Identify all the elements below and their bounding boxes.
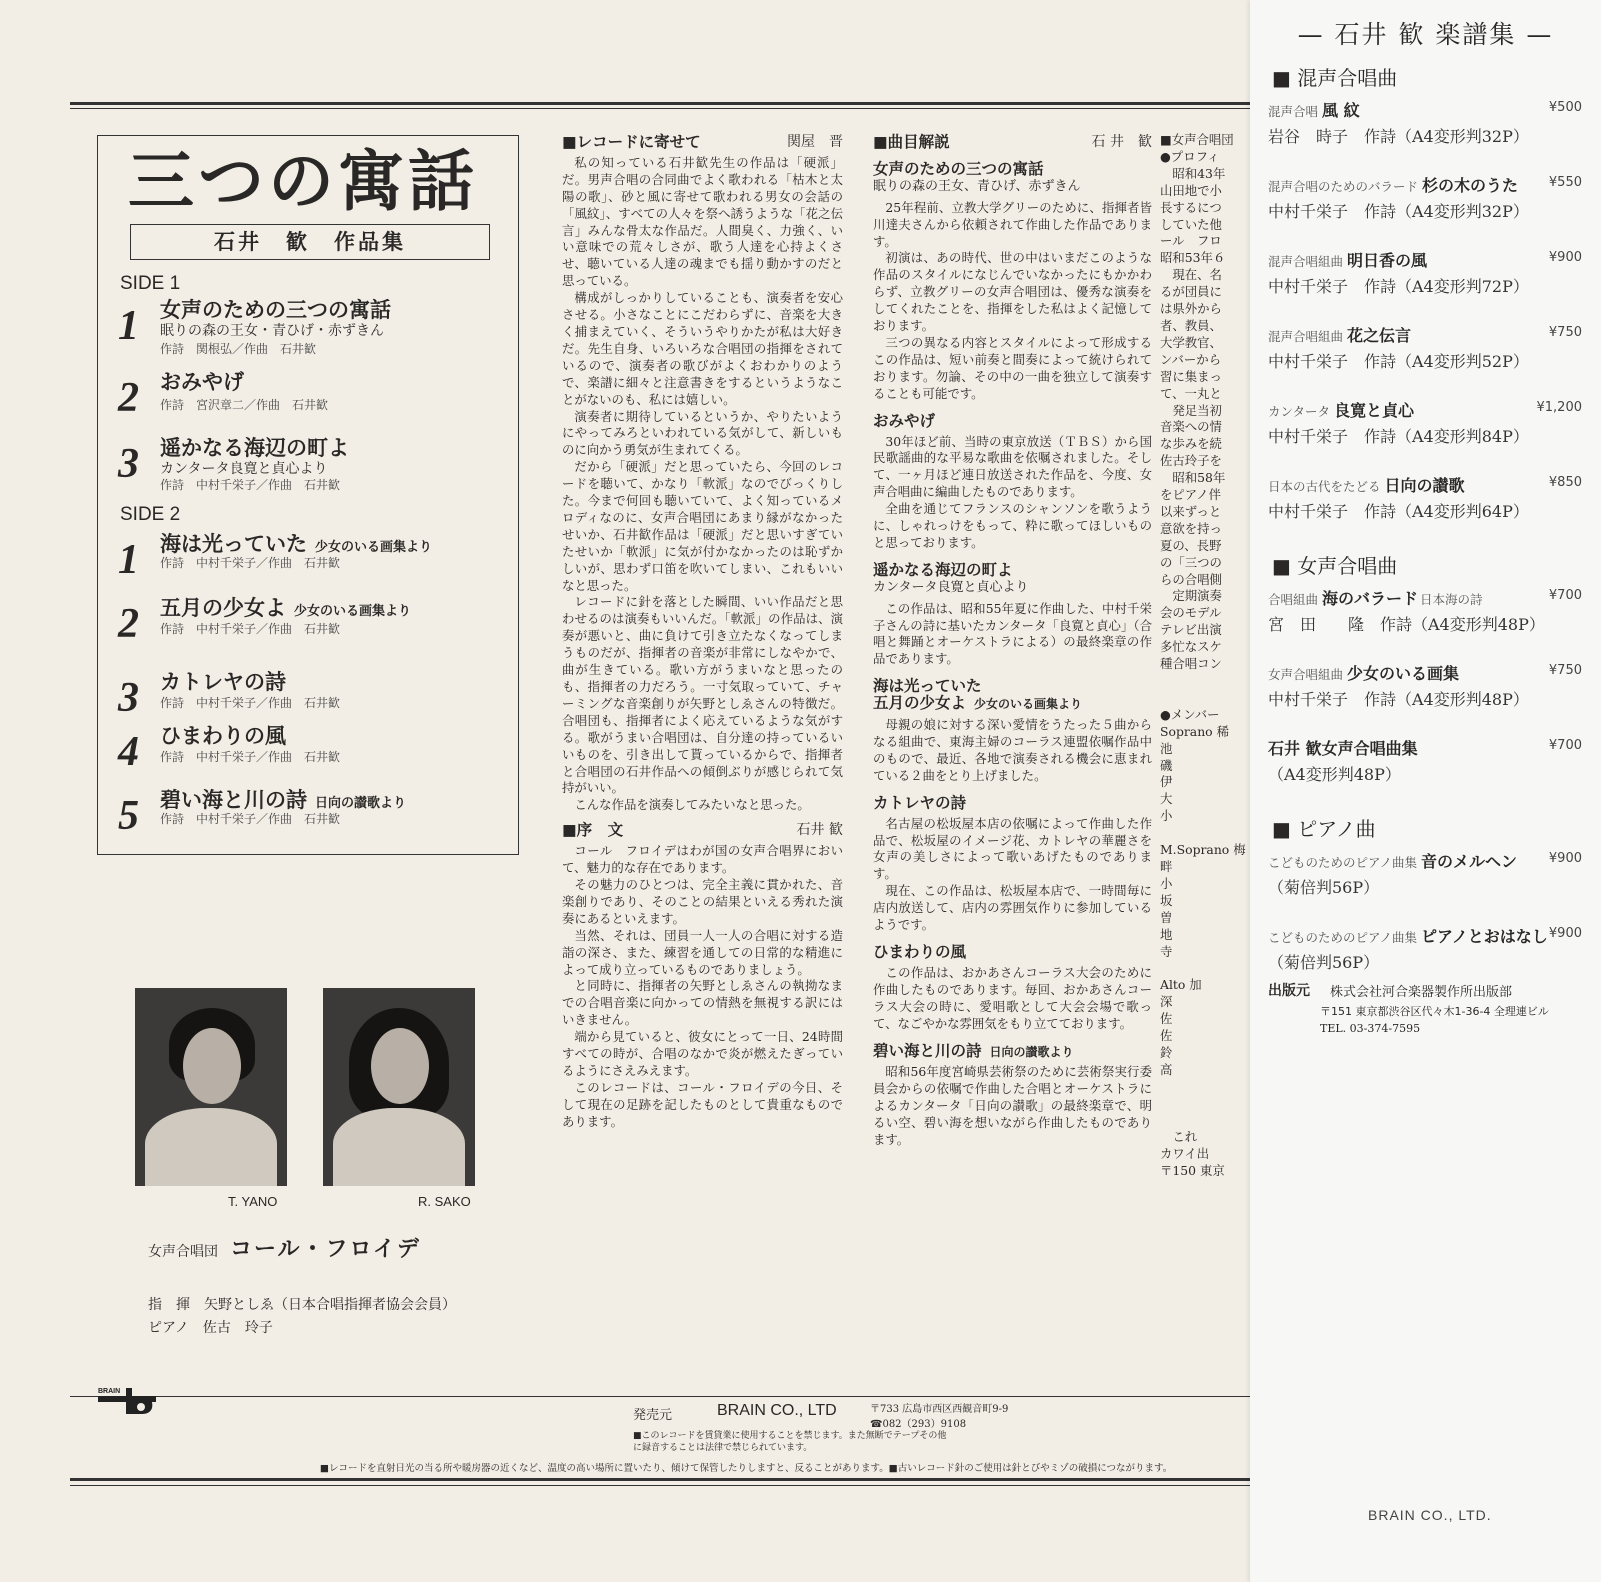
track-number: 2 xyxy=(118,375,139,421)
profile-line: 種合唱コン xyxy=(1160,656,1222,672)
preface-title: ■序 文 xyxy=(562,821,624,840)
photo-caption-sako: R. SAKO xyxy=(418,1194,471,1209)
section-title-text: 碧い海と川の詩 xyxy=(873,1041,982,1060)
catalog-genre: 混声合唱組曲 xyxy=(1268,329,1344,344)
commentary-author: 石 井 歓 xyxy=(1091,134,1152,150)
profile-line: 佐 xyxy=(1160,1028,1173,1044)
top-rule-thin xyxy=(70,108,1250,109)
title-box xyxy=(97,135,519,855)
profile-line: 習に集まっ xyxy=(1160,368,1222,384)
conductor-credit: 指 揮 矢野としゑ（日本合唱指揮者協会会員） xyxy=(148,1297,456,1313)
preface-heading xyxy=(562,822,843,839)
catalog-title-name: 海のバラード xyxy=(1322,589,1419,608)
photo-conductor xyxy=(135,988,287,1186)
catalog-genre: 混声合唱 xyxy=(1268,104,1319,119)
profile-line xyxy=(1160,690,1250,707)
catalog-category: ■ 女声合唱曲 xyxy=(1272,554,1398,578)
profile-line: 発足当初 xyxy=(1160,402,1222,418)
catalog-genre: こどものためのピアノ曲集 xyxy=(1268,855,1418,870)
catalog-credit: 中村千栄子 作詩（A4変形判52P） xyxy=(1268,352,1529,371)
section-paragraph: 30年ほど前、当時の東京放送（ＴＢＳ）から国民歌謡曲的な平易な歌曲を依嘱されました。そして、一ヶ月ほど連日放送された作品を、今度、女声合唱曲に編曲したものであります。 xyxy=(873,433,1152,500)
essay-paragraph: 演奏者に期待しているというか、やりたいようにやってみろといわれている気がして、新しいものに向かう勇気が生まれてくる。 xyxy=(562,408,843,458)
side1-label: SIDE 1 xyxy=(120,273,181,294)
profile-line: 佐古玲子を xyxy=(1160,453,1222,469)
profile-line: 坂 xyxy=(1160,892,1173,908)
side2-label: SIDE 2 xyxy=(120,504,181,525)
profile-line: Alto 加 xyxy=(1160,977,1202,993)
profile-line: 高 xyxy=(1160,1061,1173,1077)
catalog-price: ¥750 xyxy=(1548,663,1582,678)
essay-author: 関屋 晋 xyxy=(787,134,843,150)
track-title-text: 五月の少女よ xyxy=(160,596,286,620)
section-title-text: カトレヤの詩 xyxy=(873,793,967,812)
catalog-price: ¥850 xyxy=(1548,475,1582,490)
profile-line: 夏の、長野 xyxy=(1160,537,1222,553)
catalog-credit: 中村千栄子 作詩（A4変形判64P） xyxy=(1268,502,1529,521)
seller-name: BRAIN CO., LTD xyxy=(717,1402,837,1419)
choir-name xyxy=(148,1232,421,1263)
track-credit: 作詩 中村千栄子／作曲 石井歓 xyxy=(160,622,341,636)
catalog-genre: こどものためのピアノ曲集 xyxy=(1268,930,1418,945)
catalog-item xyxy=(1268,173,1590,196)
track-number: 3 xyxy=(118,675,139,721)
catalog-credit: 宮 田 隆 作詩（A4変形判48P） xyxy=(1268,615,1545,634)
section-subtitle: カンタータ良寛と貞心より xyxy=(873,579,1029,595)
profile-line xyxy=(1160,960,1250,977)
top-rule xyxy=(70,102,1250,105)
profile-line: の「三つの xyxy=(1160,554,1222,570)
logo-text: BRAIN xyxy=(98,1388,121,1395)
profile-line: 現在、名 xyxy=(1160,267,1222,283)
profile-line: 小 xyxy=(1160,875,1173,891)
track-title-text: 碧い海と川の詩 xyxy=(160,788,307,812)
profile-line: 深 xyxy=(1160,994,1173,1010)
catalog-title-sub: 日本海の詩 xyxy=(1420,592,1483,607)
profile-line: していた他 xyxy=(1160,216,1222,232)
catalog-credit: 岩谷 時子 作詩（A4変形判32P） xyxy=(1268,127,1529,146)
commentary-section xyxy=(873,161,1152,403)
profile-line: な歩みを続 xyxy=(1160,436,1222,452)
catalog-price: ¥500 xyxy=(1548,100,1582,115)
catalog-credit: 中村千栄子 作詩（A4変形判84P） xyxy=(1268,427,1529,446)
liner-notes-column-1 xyxy=(562,134,843,1131)
catalog-item xyxy=(1268,473,1590,496)
catalog-price: ¥700 xyxy=(1548,588,1582,603)
track-number: 3 xyxy=(118,441,139,487)
publisher-name: 株式会社河合楽器製作所出版部 xyxy=(1330,985,1513,1000)
profile-line: 昭和53年６ xyxy=(1160,250,1226,266)
preface-paragraph: 端から見ていると、彼女にとって一日、24時間すべての時が、合唱のなかで炎が燃えたぎっているようにさえみえます。 xyxy=(562,1029,843,1078)
preface-paragraph: コール フロイデはわが国の女声合唱界において、魅力的な存在であります。 xyxy=(562,843,843,876)
catalog-price: ¥900 xyxy=(1548,926,1582,941)
catalog-credit: （菊倍判56P） xyxy=(1268,878,1380,897)
catalog-title-name: 日向の讃歌 xyxy=(1384,476,1465,495)
profile-line: 者、教員、 xyxy=(1160,317,1222,333)
profile-line: るが団員に xyxy=(1160,284,1222,300)
catalog-title-name: 少女のいる画集 xyxy=(1347,664,1460,683)
pianist-credit: ピアノ 佐古 玲子 xyxy=(148,1320,273,1336)
catalog-item xyxy=(1268,736,1590,759)
catalog-item xyxy=(1268,98,1590,121)
track-title xyxy=(160,592,411,622)
track-subtitle: カンタータ良寛と貞心より xyxy=(160,461,328,477)
commentary-section xyxy=(873,944,1152,1033)
essay-paragraph: だから「硬派」だと思っていたら、今回のレコードを聴いて、かなり「軟派」なのでびっくりした。今まで何回も聴いていて、よく知っているメロディなのに、女声合唱団にあまり縁がなかったせいか、石井歓作品は「硬派」だと思いすぎていたせいか「軟派」に気が付かなかったのは恥ずかしいが、思わず口笛を吹いてしまい、これもいいなと思った。 xyxy=(562,459,843,593)
profile-line: 〒150 東京 xyxy=(1160,1163,1225,1179)
profile-line: 池 xyxy=(1160,740,1173,756)
profile-body xyxy=(1160,132,1250,1180)
profile-line: は県外から xyxy=(1160,301,1222,317)
profile-line: テレビ出演 xyxy=(1160,622,1222,638)
profile-line: ンバーから xyxy=(1160,351,1222,367)
section-subtitle: 眠りの森の王女、青ひげ、赤ずきん xyxy=(873,178,1081,194)
track-title: 遥かなる海辺の町よ xyxy=(160,436,349,460)
section-title xyxy=(873,944,1152,961)
copyright-notice: ■このレコードを賃貸業に使用することを禁じます。また無断でテープその他に録音することは法律で禁じられています。 xyxy=(633,1431,947,1453)
seller-label: 発売元 xyxy=(633,1408,673,1423)
profile-line: 大 xyxy=(1160,791,1173,807)
profile-line: カワイ出 xyxy=(1160,1146,1210,1162)
profile-line: 山田地で小 xyxy=(1160,182,1222,198)
track-number: 2 xyxy=(118,601,139,647)
section-title xyxy=(873,678,1152,695)
section-paragraph: 名古屋の松坂屋本店の依嘱によって作曲した作品で、松坂屋のイメージ花、カトレヤの華麗さを女声の美しさによって歌いあげたものであります。 xyxy=(873,815,1152,882)
essay-body xyxy=(562,155,843,814)
publisher-address: 〒151 東京都渋谷区代々木1-36-4 全理連ビル xyxy=(1320,1005,1549,1018)
catalog-credit: （A4変形判48P） xyxy=(1268,765,1401,784)
profile-line: これ xyxy=(1160,1129,1198,1145)
section-paragraph: 母親の娘に対する深い愛情をうたった５曲からなる組曲で、東海主婦のコーラス連盟依嘱作品中のもので、最近、各地で演奏される機会に恵まれている２曲をとり上げました。 xyxy=(873,717,1152,783)
catalog-price: ¥750 xyxy=(1548,325,1582,340)
track-subtitle: 眠りの森の王女・青ひげ・赤ずきん xyxy=(160,323,384,339)
section-title xyxy=(873,795,1152,812)
preface-body xyxy=(562,843,843,1130)
preface-paragraph: このレコードは、コール・フロイデの今日、そして現在の足跡を記したものとして貴重なものであります。 xyxy=(562,1079,843,1129)
profile-line: らの合唱側 xyxy=(1160,571,1222,587)
choir-prefix: 女声合唱団 xyxy=(148,1244,218,1260)
profile-line: 昭和58年 xyxy=(1160,470,1226,486)
commentary-heading xyxy=(873,134,1152,151)
score-catalog-panel xyxy=(1250,0,1601,1582)
section-paragraph: この作品は、昭和55年夏に作曲した、中村千栄子さんの詩に基いたカンタータ「良寛と貞心」（合唱と舞踊とオーケストラによる）の最終楽章の作品であります。 xyxy=(873,600,1152,667)
publisher-tel: TEL. 03-374-7595 xyxy=(1320,1022,1421,1035)
profile-line: 伊 xyxy=(1160,774,1173,790)
preface-paragraph: と同時に、指揮者の矢野としゑさんの執拗なまでの合唱音楽に向かっての情熱を無視する訳にはいきません。 xyxy=(562,978,843,1028)
profile-line: ●プロフィ xyxy=(1160,148,1220,164)
section-title-text: 女声のための三つの寓話 xyxy=(873,159,1044,178)
section-title-text: おみやげ xyxy=(873,411,936,430)
catalog-item xyxy=(1268,924,1590,947)
section-paragraph: 初演は、あの時代、世の中はいまだこのような作品のスタイルになじんでいなかったにもかかわらず、立教グリーの女声合唱団は、優秀な演奏をしてくれたことを、指揮をした私はよく記憶しております。 xyxy=(873,250,1152,334)
track-credit: 作詩 関根弘／作曲 石井歓 xyxy=(160,342,317,356)
photo-face xyxy=(371,1028,429,1104)
catalog-genre: 日本の古代をたどる xyxy=(1268,479,1381,494)
profile-line: ●メンバー xyxy=(1160,706,1220,722)
track-credit: 作詩 中村千栄子／作曲 石井歓 xyxy=(160,556,341,570)
catalog-item xyxy=(1268,248,1590,271)
seller-phone: ☎082（293）9108 xyxy=(870,1419,967,1430)
profile-line: 定期演奏 xyxy=(1160,588,1222,604)
catalog-item xyxy=(1268,398,1590,421)
photo-pianist xyxy=(323,988,475,1186)
track-note: 日向の讃歌より xyxy=(315,796,407,811)
section-paragraph: この作品は、おかあさんコーラス大会のために作曲したものであります。毎回、おかあさんコーラス大会の時に、愛唱歌として大会会場で歌って、なごやかな雰囲気をもり立てております。 xyxy=(873,964,1152,1031)
commentary-section xyxy=(873,413,1152,552)
section-paragraph: 現在、この作品は、松坂屋本店で、一時間毎に店内放送して、店内の雰囲気作りに参加しているようです。 xyxy=(873,883,1152,933)
catalog-title-name: 杉の木のうた xyxy=(1422,176,1519,195)
track-note: 少女のいる画集より xyxy=(315,540,433,555)
commentary-section xyxy=(873,1043,1152,1149)
essay-paragraph: 構成がしっかりしていることも、演奏者を安心させる。小さなことにこだわらずに、音楽を大きく捕まえていく、そういうやりかたが私は大好きだ。先生自身、いろいろな合唱団の指揮をされているので、演奏者の歌びがよくおわかりのようで、楽譜に細々と注意書きをするというようなことがないのも、私には嬉しい。 xyxy=(562,290,843,407)
preface-paragraph: 当然、それは、団員一人一人の合唱に対する造詣の深さ、また、練習を通しての日常的な精進によって成り立っているものでありましょう。 xyxy=(562,927,843,977)
profile-line: ■女声合唱団 xyxy=(1160,132,1234,147)
photo-blouse xyxy=(333,1108,465,1186)
catalog-brand: BRAIN CO., LTD. xyxy=(1368,1507,1492,1523)
profile-line xyxy=(1160,1079,1250,1096)
track-number: 4 xyxy=(118,729,139,775)
catalog-title-name: 風 紋 xyxy=(1322,101,1360,120)
profile-line: 以来ずっと xyxy=(1160,503,1222,519)
album-subtitle: 石井 歓 作品集 xyxy=(130,224,490,260)
section-title xyxy=(873,161,1152,178)
catalog-item xyxy=(1268,323,1590,346)
profile-line: M.Soprano 梅 xyxy=(1160,842,1246,858)
track-title-text: 海は光っていた xyxy=(160,532,307,556)
section-title-text: ひまわりの風 xyxy=(873,942,967,961)
section-title xyxy=(873,1043,1152,1061)
profile-line xyxy=(1160,1096,1250,1113)
catalog-price: ¥550 xyxy=(1548,175,1582,190)
profile-line: Soprano 稀 xyxy=(1160,723,1229,739)
track-note: 少女のいる画集より xyxy=(294,604,412,619)
section-title-second xyxy=(873,695,1152,713)
commentary-section xyxy=(873,562,1152,668)
profile-line: 鈴 xyxy=(1160,1044,1173,1060)
track-number: 1 xyxy=(118,537,139,583)
catalog-price: ¥700 xyxy=(1548,738,1582,753)
catalog-genre: 女声合唱組曲 xyxy=(1268,667,1344,682)
catalog-item xyxy=(1268,849,1590,872)
section-title-text: 五月の少女よ xyxy=(873,694,967,713)
section-paragraph: 昭和56年度宮崎県芸術祭のために芸術祭実行委員会からの依嘱で作曲した合唱とオーケストラによるカンタータ「日向の讃歌」の最終楽章で、明るい空、碧い海を想いながら作曲したものであります。 xyxy=(873,1064,1152,1148)
catalog-credit: 中村千栄子 作詩（A4変形判48P） xyxy=(1268,690,1529,709)
profile-line: 小 xyxy=(1160,808,1173,824)
catalog-genre: 混声合唱組曲 xyxy=(1268,254,1344,269)
section-title xyxy=(873,562,1152,579)
catalog-price: ¥1,200 xyxy=(1536,400,1582,415)
catalog-credit: 中村千栄子 作詩（A4変形判32P） xyxy=(1268,202,1529,221)
catalog-title-name: 明日香の風 xyxy=(1347,251,1428,270)
catalog-title-name: 花之伝言 xyxy=(1347,326,1412,345)
track-title: おみやげ xyxy=(160,370,244,394)
preface-author: 石井 歓 xyxy=(796,822,843,839)
seller-address: 〒733 広島市西区西観音町9-9 xyxy=(870,1404,1009,1415)
profile-line: 会のモデル xyxy=(1160,605,1222,621)
essay-title: ■レコードに寄せて xyxy=(562,133,701,151)
catalog-title-name: 良寛と貞心 xyxy=(1334,401,1415,420)
care-notice: ■レコードを直射日光の当る所や暖房器の近くなど、温度の高い場所に置いたり、傾けて保管したりしますと、反ることがあります。■古いレコード針のご使用は針とびやミゾの破損につながります。 xyxy=(320,1463,1173,1474)
track-credit: 作詩 中村千栄子／作曲 石井歓 xyxy=(160,812,341,826)
profile-line: 佐 xyxy=(1160,1011,1173,1027)
bottom-rule xyxy=(70,1478,1250,1481)
profile-line: 音楽への情 xyxy=(1160,419,1222,435)
essay-heading xyxy=(562,134,843,151)
section-title xyxy=(873,413,1152,430)
section-title-text: 遥かなる海辺の町よ xyxy=(873,560,1013,579)
photo-face xyxy=(183,1028,241,1104)
catalog-genre: 混声合唱のためのバラード xyxy=(1268,179,1419,194)
catalog-credit: 中村千栄子 作詩（A4変形判72P） xyxy=(1268,277,1529,296)
photo-caption-yano: T. YANO xyxy=(228,1194,278,1209)
track-title: 女声のための三つの寓話 xyxy=(160,298,391,322)
essay-paragraph: 私の知っている石井歓先生の作品は「硬派」だ。男声合唱の合同曲でよく歌われる「枯木と太陽の歌」、砂と風に寄せて歌われる男女の会話の「風紋」、すべての人々を祭へ誘うような「花之伝言」みんな骨太な作品だ。人間臭く、力強く、いい意味での荒々しさが、歌う人達を心持よくさせ、聴いている人達の魂までも揺り動かすのだと思っている。 xyxy=(562,154,843,289)
catalog-genre: 合唱組曲 xyxy=(1268,592,1319,607)
essay-paragraph: こんな作品を演奏してみたいなと思った。 xyxy=(574,797,810,813)
catalog-category: ■ ピアノ曲 xyxy=(1272,817,1376,841)
commentary-body xyxy=(873,161,1152,1149)
photo-blouse xyxy=(145,1108,277,1186)
track-credit: 作詩 中村千栄子／作曲 石井歓 xyxy=(160,696,341,710)
commentary-section xyxy=(873,678,1152,784)
catalog-title-name: 石井 歓女声合唱曲集 xyxy=(1268,739,1418,758)
liner-notes-column-2 xyxy=(873,134,1152,1149)
catalog-price: ¥900 xyxy=(1548,851,1582,866)
profile-line: 大学教官、 xyxy=(1160,334,1222,350)
brain-logo-icon xyxy=(96,1382,158,1414)
catalog-price: ¥900 xyxy=(1548,250,1582,265)
profile-line: ール フロ xyxy=(1160,233,1222,249)
profile-line: 磯 xyxy=(1160,757,1173,773)
track-number: 1 xyxy=(118,303,139,349)
profile-line: 寺 xyxy=(1160,943,1173,959)
catalog-category: ■ 混声合唱曲 xyxy=(1272,66,1398,90)
profile-line: 昭和43年 xyxy=(1160,165,1226,181)
catalog-genre: カンタータ xyxy=(1268,404,1331,419)
profile-line: 長するにつ xyxy=(1160,199,1222,215)
liner-notes-column-3 xyxy=(1160,132,1250,1332)
profile-line: 地 xyxy=(1160,926,1173,942)
section-title-text: 海は光っていた xyxy=(873,677,982,696)
catalog-title-name: 音のメルヘン xyxy=(1421,852,1518,871)
section-paragraph: 25年程前、立教大学グリーのために、指揮者皆川達夫さんから依頼されて作曲した作品であります。 xyxy=(873,199,1152,249)
preface-paragraph: その魅力のひとつは、完全主義に貫かれた、音楽創りであり、そのことの結果といえる秀れた演奏にあるといえます。 xyxy=(562,876,843,926)
section-note: 日向の讃歌より xyxy=(989,1044,1074,1059)
choir-title: コール・フロイデ xyxy=(230,1237,421,1262)
commentary-section xyxy=(873,795,1152,934)
profile-line: 畔 xyxy=(1160,858,1173,874)
publisher-label: 出版元 xyxy=(1268,983,1310,999)
profile-line xyxy=(1160,1113,1250,1130)
profile-line: 意欲を持っ xyxy=(1160,520,1222,536)
profile-line xyxy=(1160,673,1250,690)
section-paragraph: 全曲を通じてフランスのシャンソンを歌うように、しゃれっけをもって、粋に歌ってほしいものと思っております。 xyxy=(873,501,1152,550)
catalog-title: — 石井 歓 楽譜集 — xyxy=(1297,20,1554,49)
section-note: 少女のいる画集より xyxy=(974,697,1083,712)
commentary-title: ■曲目解説 xyxy=(873,133,950,151)
bottom-rule-thin xyxy=(70,1485,1250,1486)
track-title: カトレヤの詩 xyxy=(160,670,286,694)
catalog-title-name: ピアノとおはなし xyxy=(1421,927,1548,946)
catalog-item xyxy=(1268,586,1590,609)
profile-line: 多忙なスケ xyxy=(1160,639,1222,655)
catalog-item xyxy=(1268,661,1590,684)
track-credit: 作詩 中村千栄子／作曲 石井歓 xyxy=(160,750,341,764)
track-credit: 作詩 宮沢章二／作曲 石井歓 xyxy=(160,398,329,412)
essay-paragraph: レコードに針を落とした瞬間、いい作品だと思わせるのは演奏もいいんだ。「軟派」の作品は、演奏が悪いと、曲に負けて引き立たなくなってしまうものだが、指揮者の音楽が非常にしなやかで、曲が生きている。歌い方がうまいなと思ったのも、指揮者の力だろう。一寸気取っていて、チャーミングな音楽創りが矢野としゑさんの特徴だ。合唱団も、指揮者によく応えているような気がする。歌がうまい合唱団は、自分達の持っているいいものを、引き出して貰っているからで、指揮者と合唱団の石井作品への傾倒ぶりが感じられて気持がいい。 xyxy=(562,594,843,796)
profile-line: て、一丸と xyxy=(1160,385,1222,401)
profile-line: をピアノ伴 xyxy=(1160,487,1221,503)
section-paragraph: 三つの異なる内容とスタイルによって形成するこの作品は、短い前奏と間奏によって統けられております。勿論、その中の一曲を独立して演奏することも可能です。 xyxy=(873,334,1152,401)
album-title: 三つの寓話 xyxy=(128,142,478,220)
profile-line: 曽 xyxy=(1160,909,1173,925)
track-title: ひまわりの風 xyxy=(160,724,286,748)
track-credit: 作詩 中村千栄子／作曲 石井歓 xyxy=(160,478,341,492)
catalog-credit: （菊倍判56P） xyxy=(1268,953,1380,972)
profile-line xyxy=(1160,825,1250,842)
footer-rule xyxy=(70,1396,1250,1397)
track-number: 5 xyxy=(118,793,139,839)
